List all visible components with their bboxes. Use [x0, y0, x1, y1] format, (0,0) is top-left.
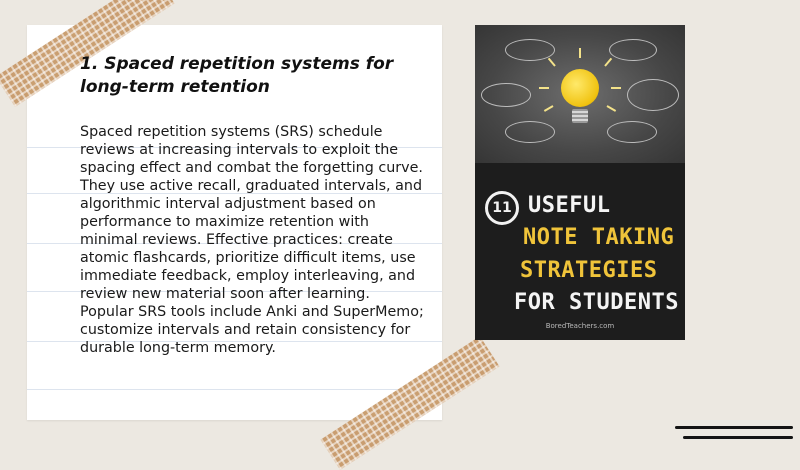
light-ray: [611, 87, 621, 89]
lightbulb-base-icon: [572, 109, 588, 123]
thought-bubble-icon: [505, 121, 555, 143]
decorative-line: [675, 426, 793, 429]
slide-title: 1. Spaced repetition systems for long-term retention: [80, 54, 394, 97]
decorative-line: [683, 436, 793, 439]
thought-bubble-icon: [609, 39, 657, 61]
light-ray: [607, 105, 617, 112]
thought-bubble-icon: [481, 83, 531, 107]
thought-bubble-icon: [607, 121, 657, 143]
paper-rule: [27, 389, 442, 390]
light-ray: [579, 48, 581, 58]
light-ray: [544, 105, 554, 112]
poster-line-for-students: FOR STUDENTS: [514, 290, 679, 315]
poster-line-useful: USEFUL: [528, 193, 611, 218]
poster-line-note-taking: NOTE TAKING: [523, 225, 675, 250]
light-ray: [604, 58, 612, 67]
poster-number-badge: 11: [485, 191, 519, 225]
slide-body: Spaced repetition systems (SRS) schedule reviews at increasing intervals to exploit the spacing effect and combat the forgetting curve. They use active recall, graduated intervals, and algorithmic interval adjustment based on performance to maximize retention with minimal reviews. Effective practices: create atomic flashcards, prioritize difficult items, use immediate feedback, employ interleaving, and review new material soon after learning. Popular SRS tools include Anki and SuperMemo; customize intervals and retain consistency for durable long-term memory.: [80, 124, 424, 356]
thought-bubble-icon: [627, 79, 679, 111]
poster-credit: BoredTeachers.com: [545, 322, 615, 330]
light-ray: [548, 58, 556, 67]
light-ray: [539, 87, 549, 89]
lightbulb-icon: [561, 69, 599, 107]
note-taking-poster-image: [475, 25, 685, 340]
poster-line-strategies: STRATEGIES: [520, 258, 658, 283]
poster-illustration: [475, 25, 685, 163]
